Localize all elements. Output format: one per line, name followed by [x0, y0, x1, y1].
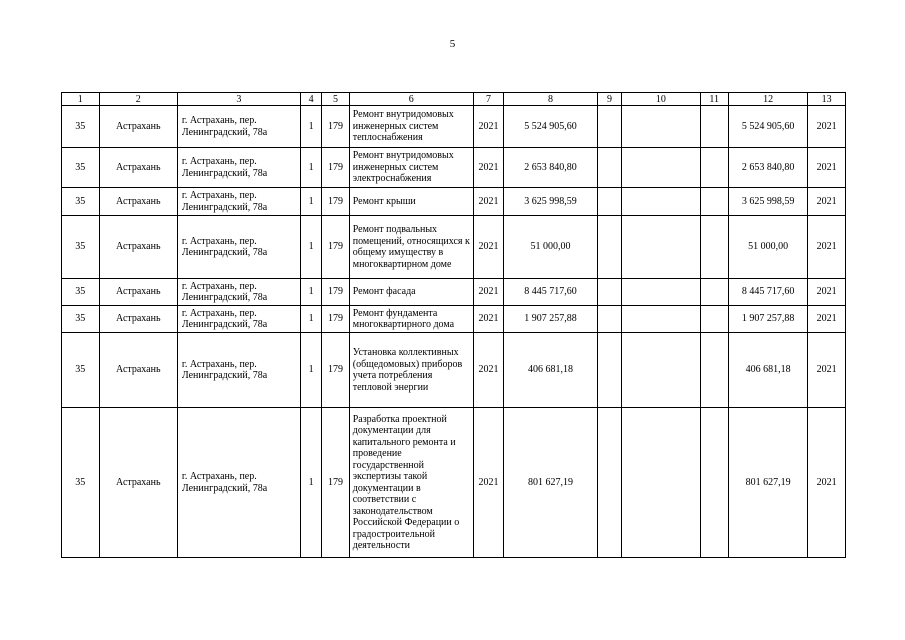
address-cell: г. Астрахань, пер. Ленинградский, 78а [177, 306, 300, 333]
row-number-cell: 35 [62, 148, 100, 188]
total-cell: 5 524 905,60 [728, 106, 807, 148]
column-10-cell [622, 408, 700, 558]
year-cell: 2021 [473, 188, 504, 216]
page-number: 5 [449, 38, 456, 50]
column-9-cell [597, 279, 621, 306]
table-row [62, 216, 846, 279]
column-header: 8 [504, 93, 598, 106]
year-cell: 2021 [473, 306, 504, 333]
column-5-cell: 179 [322, 306, 349, 333]
amount-cell: 3 625 998,59 [504, 188, 598, 216]
repair-schedule-table [61, 92, 846, 558]
row-number-cell: 35 [62, 408, 100, 558]
city-cell: Астрахань [99, 188, 177, 216]
column-4-cell: 1 [300, 106, 321, 148]
address-cell: г. Астрахань, пер. Ленинградский, 78а [177, 216, 300, 279]
column-10-cell [622, 106, 700, 148]
year-end-cell: 2021 [808, 106, 846, 148]
total-cell: 801 627,19 [728, 408, 807, 558]
amount-cell: 801 627,19 [504, 408, 598, 558]
table-row [62, 279, 846, 306]
total-cell: 8 445 717,60 [728, 279, 807, 306]
table-row [62, 188, 846, 216]
row-number-cell: 35 [62, 333, 100, 408]
year-cell: 2021 [473, 216, 504, 279]
column-9-cell [597, 408, 621, 558]
column-9-cell [597, 333, 621, 408]
column-header: 1 [62, 93, 100, 106]
column-11-cell [700, 333, 728, 408]
work-type-cell: Ремонт внутридомовых инженерных систем электроснабжения [349, 148, 473, 188]
column-header: 10 [622, 93, 700, 106]
column-9-cell [597, 188, 621, 216]
row-number-cell: 35 [62, 279, 100, 306]
city-cell: Астрахань [99, 408, 177, 558]
total-cell: 1 907 257,88 [728, 306, 807, 333]
total-cell: 2 653 840,80 [728, 148, 807, 188]
year-end-cell: 2021 [808, 333, 846, 408]
column-11-cell [700, 408, 728, 558]
year-cell: 2021 [473, 408, 504, 558]
column-5-cell: 179 [322, 333, 349, 408]
city-cell: Астрахань [99, 148, 177, 188]
amount-cell: 5 524 905,60 [504, 106, 598, 148]
column-header: 13 [808, 93, 846, 106]
amount-cell: 1 907 257,88 [504, 306, 598, 333]
column-11-cell [700, 106, 728, 148]
year-cell: 2021 [473, 333, 504, 408]
column-4-cell: 1 [300, 188, 321, 216]
column-4-cell: 1 [300, 408, 321, 558]
column-11-cell [700, 306, 728, 333]
amount-cell: 406 681,18 [504, 333, 598, 408]
column-11-cell [700, 216, 728, 279]
work-type-cell: Установка коллективных (общедомовых) приборов учета потребления тепловой энергии [349, 333, 473, 408]
total-cell: 51 000,00 [728, 216, 807, 279]
column-10-cell [622, 148, 700, 188]
column-9-cell [597, 306, 621, 333]
row-number-cell: 35 [62, 106, 100, 148]
year-cell: 2021 [473, 148, 504, 188]
row-number-cell: 35 [62, 188, 100, 216]
address-cell: г. Астрахань, пер. Ленинградский, 78а [177, 279, 300, 306]
column-5-cell: 179 [322, 188, 349, 216]
table-row [62, 106, 846, 148]
year-cell: 2021 [473, 106, 504, 148]
column-10-cell [622, 216, 700, 279]
row-number-cell: 35 [62, 306, 100, 333]
column-header: 7 [473, 93, 504, 106]
work-type-cell: Ремонт внутридомовых инженерных систем теплоснабжения [349, 106, 473, 148]
column-5-cell: 179 [322, 148, 349, 188]
address-cell: г. Астрахань, пер. Ленинградский, 78а [177, 408, 300, 558]
column-header: 6 [349, 93, 473, 106]
row-number-cell: 35 [62, 216, 100, 279]
column-4-cell: 1 [300, 279, 321, 306]
total-cell: 406 681,18 [728, 333, 807, 408]
column-4-cell: 1 [300, 148, 321, 188]
city-cell: Астрахань [99, 306, 177, 333]
column-header: 5 [322, 93, 349, 106]
table-row [62, 148, 846, 188]
column-number-header-row [62, 93, 846, 106]
address-cell: г. Астрахань, пер. Ленинградский, 78а [177, 188, 300, 216]
column-5-cell: 179 [322, 216, 349, 279]
city-cell: Астрахань [99, 106, 177, 148]
column-5-cell: 179 [322, 106, 349, 148]
work-type-cell: Ремонт подвальных помещений, относящихся к общему имуществу в многоквартирном доме [349, 216, 473, 279]
column-9-cell [597, 148, 621, 188]
city-cell: Астрахань [99, 333, 177, 408]
column-header: 12 [728, 93, 807, 106]
total-cell: 3 625 998,59 [728, 188, 807, 216]
column-10-cell [622, 333, 700, 408]
year-end-cell: 2021 [808, 306, 846, 333]
address-cell: г. Астрахань, пер. Ленинградский, 78а [177, 106, 300, 148]
column-header: 11 [700, 93, 728, 106]
column-header: 3 [177, 93, 300, 106]
column-10-cell [622, 188, 700, 216]
year-cell: 2021 [473, 279, 504, 306]
column-11-cell [700, 188, 728, 216]
amount-cell: 2 653 840,80 [504, 148, 598, 188]
amount-cell: 51 000,00 [504, 216, 598, 279]
column-11-cell [700, 148, 728, 188]
column-10-cell [622, 279, 700, 306]
year-end-cell: 2021 [808, 188, 846, 216]
year-end-cell: 2021 [808, 408, 846, 558]
year-end-cell: 2021 [808, 216, 846, 279]
column-10-cell [622, 306, 700, 333]
column-4-cell: 1 [300, 333, 321, 408]
year-end-cell: 2021 [808, 148, 846, 188]
column-5-cell: 179 [322, 408, 349, 558]
work-type-cell: Ремонт фасада [349, 279, 473, 306]
amount-cell: 8 445 717,60 [504, 279, 598, 306]
address-cell: г. Астрахань, пер. Ленинградский, 78а [177, 148, 300, 188]
column-header: 2 [99, 93, 177, 106]
column-header: 9 [597, 93, 621, 106]
work-type-cell: Разработка проектной документации для капитального ремонта и проведение государственной экспертизы такой документации в соответствии с законодательством Российской Федерации о градостроительной деятельности [349, 408, 473, 558]
address-cell: г. Астрахань, пер. Ленинградский, 78а [177, 333, 300, 408]
table-row [62, 333, 846, 408]
city-cell: Астрахань [99, 279, 177, 306]
column-11-cell [700, 279, 728, 306]
column-4-cell: 1 [300, 306, 321, 333]
city-cell: Астрахань [99, 216, 177, 279]
column-9-cell [597, 106, 621, 148]
column-header: 4 [300, 93, 321, 106]
table-row [62, 408, 846, 558]
column-5-cell: 179 [322, 279, 349, 306]
work-type-cell: Ремонт фундамента многоквартирного дома [349, 306, 473, 333]
column-9-cell [597, 216, 621, 279]
work-type-cell: Ремонт крыши [349, 188, 473, 216]
year-end-cell: 2021 [808, 279, 846, 306]
table-row [62, 306, 846, 333]
column-4-cell: 1 [300, 216, 321, 279]
